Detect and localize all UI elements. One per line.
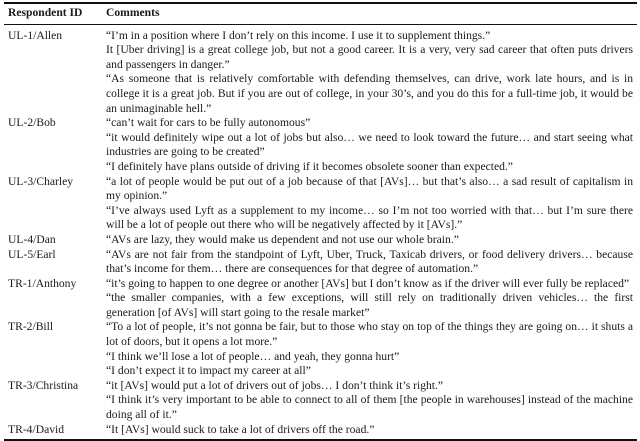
table-row	[4, 116, 637, 174]
respondent-comments-table	[4, 2, 637, 441]
table-row	[4, 24, 637, 116]
comments-cell	[102, 24, 637, 116]
comment: “I think it’s very important to be able to connect to all of them [the people in warehouses] instead of the machine doing all of it.”	[106, 393, 633, 422]
table-body	[4, 24, 637, 440]
respondent-id: UL-2/Bob	[8, 116, 56, 130]
comment: “To a lot of people, it’s not gonna be fair, but to those who stay on top of the things they are going on… it shuts a lot of doors, but it opens a lot more.”	[106, 320, 633, 349]
comment: “it [AVs] would put a lot of drivers out of jobs… I don’t think it’s right.”	[106, 378, 444, 392]
comment: “AVs are lazy, they would make us dependent and not use our whole brain.”	[106, 232, 459, 246]
table-row	[4, 233, 637, 248]
comments-cell	[102, 233, 637, 248]
comments-cell	[102, 248, 637, 277]
table-row	[4, 320, 637, 378]
respondent-id: TR-3/Christina	[8, 378, 79, 392]
comment: “I definitely have plans outside of driving if it becomes obsolete sooner than expected.”	[106, 159, 513, 173]
comments-cell	[102, 277, 637, 321]
respondent-id: TR-1/Anthony	[8, 276, 77, 290]
comment: “AVs are not fair from the standpoint of Lyft, Uber, Truck, Taxicab drivers, or food delivery drivers… because that’s income for them… there are consequences for that degree of automation.”	[106, 247, 633, 276]
header-respondent-id: Respondent ID	[8, 6, 83, 19]
comment: “it would definitely wipe out a lot of jobs but also… we need to look toward the future… and start seeing what industries are going to be created”	[106, 130, 633, 159]
respondent-id: TR-2/Bill	[8, 320, 54, 334]
comments-cell	[102, 423, 637, 441]
comment: “I think we’ll lose a lot of people… and yeah, they gonna hurt”	[106, 349, 400, 363]
table-row	[4, 248, 637, 277]
comments-cell	[102, 116, 637, 174]
respondent-id: TR-4/David	[8, 422, 65, 436]
table-row	[4, 379, 637, 423]
table-row	[4, 423, 637, 441]
table-header-row	[4, 3, 637, 24]
respondent-id: UL-1/Allen	[8, 28, 63, 42]
table-row	[4, 175, 637, 233]
comments-cell	[102, 175, 637, 233]
respondent-id: UL-4/Dan	[8, 232, 56, 246]
comment: “a lot of people would be put out of a job because of that [AVs]… but that’s also… a sad result of capitalism in my opinion.”	[106, 174, 633, 203]
comments-cell	[102, 320, 637, 378]
comment: It [Uber driving] is a great college job, but not a good career. It is a very, very sad career that often puts drivers and passengers in danger.”	[106, 43, 633, 71]
header-comments: Comments	[106, 6, 160, 19]
comment: “it’s going to happen to one degree or another [AVs] but I don’t know as if the driver will ever fully be replaced”	[106, 276, 630, 290]
comment: “I’m in a position where I don’t rely on this income. I use it to supplement things.”	[106, 28, 491, 42]
comment: “As someone that is relatively comfortable with defending themselves, can drive, work late hours, and is in college it is a great job. But if you are out of college, in your 30’s, and you do this for a full-time job, it would be an unimaginable hell.”	[106, 72, 633, 115]
comment: “can’t wait for cars to be fully autonomous”	[106, 116, 311, 130]
comment: “I’ve always used Lyft as a supplement to my income… so I’m not too worried with that… but I’m sure there will be a lot of people out there who will be negatively affected by it [AVs].”	[106, 203, 633, 232]
respondent-id: UL-5/Earl	[8, 247, 56, 261]
comment: “I don’t expect it to impact my career at all”	[106, 364, 311, 378]
respondent-id: UL-3/Charley	[8, 174, 74, 188]
comment: “It [AVs] would suck to take a lot of drivers off the road.”	[106, 422, 375, 436]
comment: “the smaller companies, with a few exceptions, will still rely on traditionally driven vehicles… the first generation [of AVs] will start going to the resale market”	[106, 291, 633, 319]
comments-cell	[102, 379, 637, 423]
table-row	[4, 277, 637, 321]
